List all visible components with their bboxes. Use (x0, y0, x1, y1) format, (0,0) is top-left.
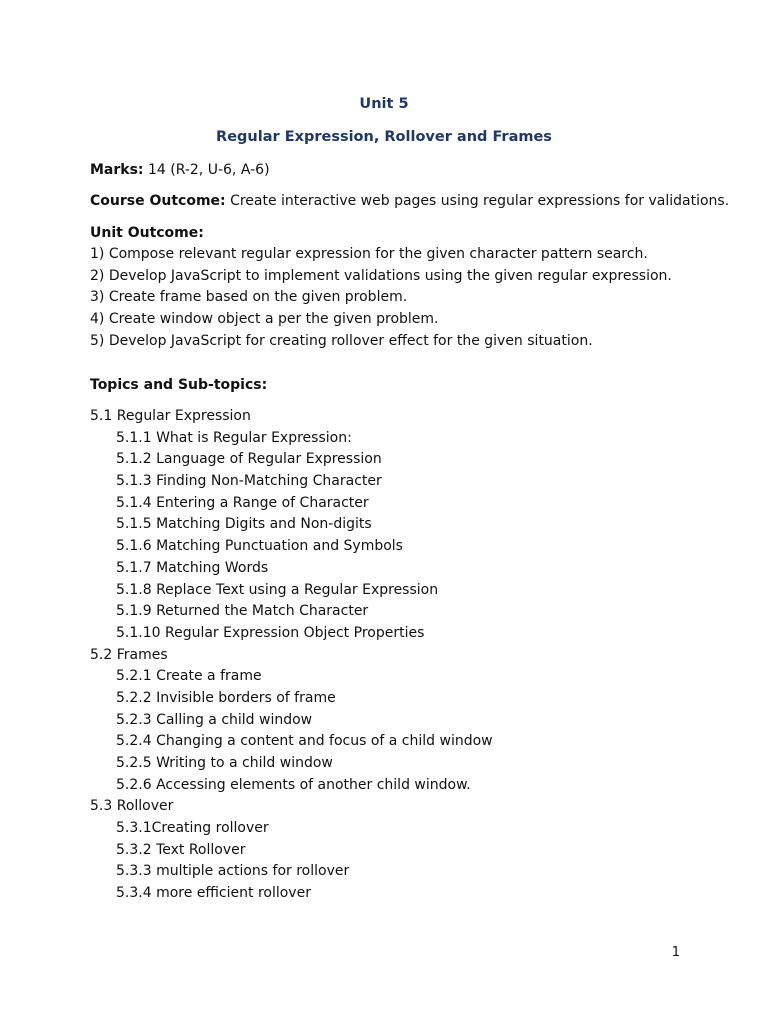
topic-item: 5.1 Regular Expression (90, 408, 251, 424)
course-outcome-label: Course Outcome: (90, 193, 226, 209)
subtopic-item: 5.1.10 Regular Expression Object Properties (116, 624, 425, 641)
unit-outcome-item: 3) Create frame based on the given problem. (90, 289, 408, 306)
topics-heading (90, 375, 267, 395)
subtopic-item: 5.2.6 Accessing elements of another child window. (116, 776, 471, 793)
topic-item: 5.3 Rollover (90, 798, 174, 815)
subtopic-item: 5.1.7 Matching Words (116, 559, 269, 576)
unit-title: Unit 5 (359, 96, 409, 112)
course-outcome-value: Create interactive web pages using regular expressions for validations. (225, 193, 730, 209)
unit-outcome-item: 5) Develop JavaScript for creating rollover effect for the given situation. (90, 332, 593, 349)
course-outcome-line (90, 191, 729, 211)
topics-label: Topics and Sub-topics: (90, 377, 268, 393)
subtopic-item: 5.3.4 more efficient rollover (116, 885, 311, 902)
subtopic-item: 5.1.6 Matching Punctuation and Symbols (116, 538, 403, 555)
subtopic-item: 5.2.2 Invisible borders of frame (116, 689, 336, 706)
subtopic-item: 5.3.1Creating rollover (116, 820, 269, 837)
marks-value: 14 (R-2, U-6, A-6) (143, 162, 270, 178)
unit-outcome-list (90, 244, 672, 352)
subtopic-item: 5.1.4 Entering a Range of Character (116, 494, 369, 511)
unit-outcome-item: 4) Create window object a per the given problem. (90, 311, 439, 328)
subtopic-item: 5.3.3 multiple actions for rollover (116, 863, 350, 880)
unit-outcome-heading (90, 223, 204, 243)
subtopic-item: 5.1.3 Finding Non-Matching Character (116, 473, 382, 490)
page-number: 1 (671, 945, 680, 960)
subtopic-item: 5.2.3 Calling a child window (116, 711, 313, 728)
topics-list (90, 406, 493, 905)
subtopic-item: 5.2.5 Writing to a child window (116, 755, 333, 771)
unit-subtitle: Regular Expression, Rollover and Frames (216, 129, 552, 145)
subtopic-item: 5.2.1 Create a frame (116, 668, 262, 685)
subtopic-item: 5.1.1 What is Regular Expression: (116, 429, 352, 446)
subtopic-item: 5.1.2 Language of Regular Expression (116, 451, 382, 468)
marks-line (90, 160, 270, 180)
subtopic-item: 5.2.4 Changing a content and focus of a child window (116, 733, 493, 750)
subtopic-item: 5.1.9 Returned the Match Character (116, 603, 369, 620)
subtopic-item: 5.3.2 Text Rollover (116, 841, 246, 858)
unit-outcome-item: 2) Develop JavaScript to implement validations using the given regular expression. (90, 267, 672, 284)
subtopic-item: 5.1.8 Replace Text using a Regular Expression (116, 581, 439, 598)
marks-label: Marks: (90, 162, 144, 178)
unit-outcome-label: Unit Outcome: (90, 225, 204, 241)
topic-item: 5.2 Frames (90, 646, 168, 663)
unit-outcome-item: 1) Compose relevant regular expression for the given character pattern search. (90, 246, 648, 262)
subtopic-item: 5.1.5 Matching Digits and Non-digits (116, 516, 372, 533)
